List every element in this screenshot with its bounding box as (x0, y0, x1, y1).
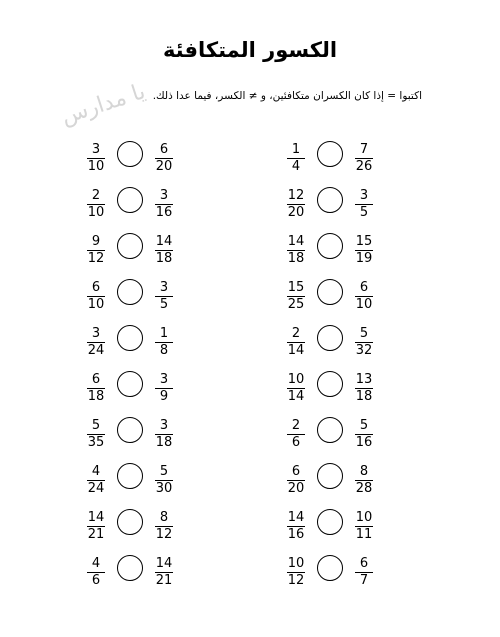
comparison-problem (284, 278, 404, 318)
numerator: 14 (287, 234, 305, 249)
numerator: 6 (91, 280, 101, 295)
numerator: 14 (87, 510, 105, 525)
denominator: 14 (287, 389, 305, 404)
denominator: 7 (359, 573, 369, 588)
denominator: 9 (159, 389, 169, 404)
answer-circle[interactable] (117, 187, 143, 213)
numerator: 5 (359, 326, 369, 341)
answer-circle[interactable] (317, 555, 343, 581)
answer-circle[interactable] (317, 325, 343, 351)
numerator: 15 (355, 234, 373, 249)
denominator: 11 (355, 527, 373, 542)
denominator: 21 (155, 573, 173, 588)
denominator: 18 (87, 389, 105, 404)
fraction-right (152, 373, 176, 404)
comparison-problem (284, 554, 404, 594)
fraction-left (284, 511, 308, 542)
fraction-left (284, 235, 308, 266)
answer-circle[interactable] (117, 279, 143, 305)
numerator: 10 (287, 556, 305, 571)
denominator: 10 (355, 297, 373, 312)
denominator: 16 (355, 435, 373, 450)
denominator: 18 (287, 251, 305, 266)
worksheet-title: الكسور المتكافئة (162, 38, 338, 62)
fraction-left (84, 465, 108, 496)
numerator: 6 (291, 464, 301, 479)
fraction-right (152, 281, 176, 312)
denominator: 35 (87, 435, 105, 450)
fraction-left (284, 557, 308, 588)
numerator: 3 (159, 418, 169, 433)
denominator: 30 (155, 481, 173, 496)
fraction-left (84, 419, 108, 450)
numerator: 10 (287, 372, 305, 387)
numerator: 12 (287, 188, 305, 203)
fraction-left (84, 511, 108, 542)
numerator: 2 (291, 326, 301, 341)
answer-circle[interactable] (317, 233, 343, 259)
fraction-right (352, 327, 376, 358)
denominator: 8 (159, 343, 169, 358)
denominator: 21 (87, 527, 105, 542)
numerator: 3 (91, 326, 101, 341)
numerator: 14 (287, 510, 305, 525)
numerator: 3 (159, 280, 169, 295)
numerator: 4 (91, 556, 101, 571)
denominator: 18 (155, 435, 173, 450)
fraction-right (152, 557, 176, 588)
answer-circle[interactable] (117, 463, 143, 489)
fraction-left (284, 465, 308, 496)
answer-circle[interactable] (317, 279, 343, 305)
answer-circle[interactable] (117, 555, 143, 581)
answer-circle[interactable] (117, 371, 143, 397)
fraction-left (84, 373, 108, 404)
denominator: 28 (355, 481, 373, 496)
numerator: 2 (291, 418, 301, 433)
denominator: 20 (287, 205, 305, 220)
fraction-left (84, 281, 108, 312)
numerator: 9 (91, 234, 101, 249)
numerator: 7 (359, 142, 369, 157)
numerator: 10 (355, 510, 373, 525)
fraction-right (152, 143, 176, 174)
fraction-right (352, 557, 376, 588)
fraction-right (152, 235, 176, 266)
comparison-problem (284, 324, 404, 364)
comparison-problem (84, 554, 204, 594)
comparison-problem (84, 370, 204, 410)
comparison-problem (284, 140, 404, 180)
comparison-problem (84, 462, 204, 502)
fraction-right (352, 235, 376, 266)
comparison-problem (84, 140, 204, 180)
denominator: 10 (87, 297, 105, 312)
denominator: 19 (355, 251, 373, 266)
numerator: 8 (159, 510, 169, 525)
denominator: 6 (91, 573, 101, 588)
numerator: 5 (159, 464, 169, 479)
numerator: 14 (155, 556, 173, 571)
fraction-left (284, 419, 308, 450)
fraction-left (84, 143, 108, 174)
numerator: 3 (359, 188, 369, 203)
denominator: 12 (287, 573, 305, 588)
comparison-problem (284, 462, 404, 502)
denominator: 10 (87, 205, 105, 220)
fraction-right (152, 419, 176, 450)
comparison-problem (284, 508, 404, 548)
denominator: 10 (87, 159, 105, 174)
fraction-left (84, 189, 108, 220)
fraction-right (352, 373, 376, 404)
answer-circle[interactable] (317, 417, 343, 443)
comparison-problem (84, 508, 204, 548)
comparison-problem (84, 186, 204, 226)
answer-circle[interactable] (317, 509, 343, 535)
denominator: 5 (359, 205, 369, 220)
instructions-text: اكتبوا = إذا كان الكسران متكافئين، و ≠ الكسر، فيما عدا ذلك. (152, 90, 422, 102)
numerator: 5 (359, 418, 369, 433)
answer-circle[interactable] (317, 463, 343, 489)
fraction-left (284, 373, 308, 404)
answer-circle[interactable] (317, 371, 343, 397)
fraction-right (152, 511, 176, 542)
numerator: 1 (159, 326, 169, 341)
denominator: 20 (287, 481, 305, 496)
answer-circle[interactable] (317, 187, 343, 213)
denominator: 4 (291, 159, 301, 174)
fraction-right (352, 419, 376, 450)
numerator: 3 (91, 142, 101, 157)
numerator: 6 (359, 280, 369, 295)
denominator: 14 (287, 343, 305, 358)
numerator: 3 (159, 188, 169, 203)
denominator: 24 (87, 481, 105, 496)
comparison-problem (84, 324, 204, 364)
denominator: 16 (155, 205, 173, 220)
numerator: 13 (355, 372, 373, 387)
denominator: 18 (355, 389, 373, 404)
denominator: 16 (287, 527, 305, 542)
fraction-left (284, 327, 308, 358)
fraction-right (352, 511, 376, 542)
numerator: 6 (359, 556, 369, 571)
answer-circle[interactable] (117, 509, 143, 535)
fraction-left (84, 327, 108, 358)
numerator: 4 (91, 464, 101, 479)
comparison-problem (284, 186, 404, 226)
answer-circle[interactable] (317, 141, 343, 167)
denominator: 12 (87, 251, 105, 266)
comparison-problem (84, 416, 204, 456)
answer-circle[interactable] (117, 233, 143, 259)
fraction-right (352, 465, 376, 496)
denominator: 6 (291, 435, 301, 450)
fraction-right (152, 465, 176, 496)
answer-circle[interactable] (117, 417, 143, 443)
watermark-logo: يا مدارس (58, 79, 149, 130)
comparison-problem (284, 416, 404, 456)
denominator: 25 (287, 297, 305, 312)
denominator: 20 (155, 159, 173, 174)
fraction-left (284, 189, 308, 220)
denominator: 26 (355, 159, 373, 174)
fraction-right (352, 281, 376, 312)
denominator: 12 (155, 527, 173, 542)
comparison-problem (84, 232, 204, 272)
numerator: 14 (155, 234, 173, 249)
fraction-left (284, 143, 308, 174)
numerator: 5 (91, 418, 101, 433)
denominator: 18 (155, 251, 173, 266)
numerator: 6 (91, 372, 101, 387)
comparison-problem (284, 370, 404, 410)
fraction-right (152, 189, 176, 220)
fraction-right (352, 143, 376, 174)
numerator: 6 (159, 142, 169, 157)
fraction-left (284, 281, 308, 312)
denominator: 24 (87, 343, 105, 358)
fraction-left (84, 235, 108, 266)
comparison-problem (284, 232, 404, 272)
numerator: 1 (291, 142, 301, 157)
answer-circle[interactable] (117, 325, 143, 351)
fraction-right (152, 327, 176, 358)
comparison-problem (84, 278, 204, 318)
numerator: 3 (159, 372, 169, 387)
denominator: 32 (355, 343, 373, 358)
numerator: 15 (287, 280, 305, 295)
fraction-right (352, 189, 376, 220)
answer-circle[interactable] (117, 141, 143, 167)
numerator: 2 (91, 188, 101, 203)
denominator: 5 (159, 297, 169, 312)
numerator: 8 (359, 464, 369, 479)
fraction-left (84, 557, 108, 588)
